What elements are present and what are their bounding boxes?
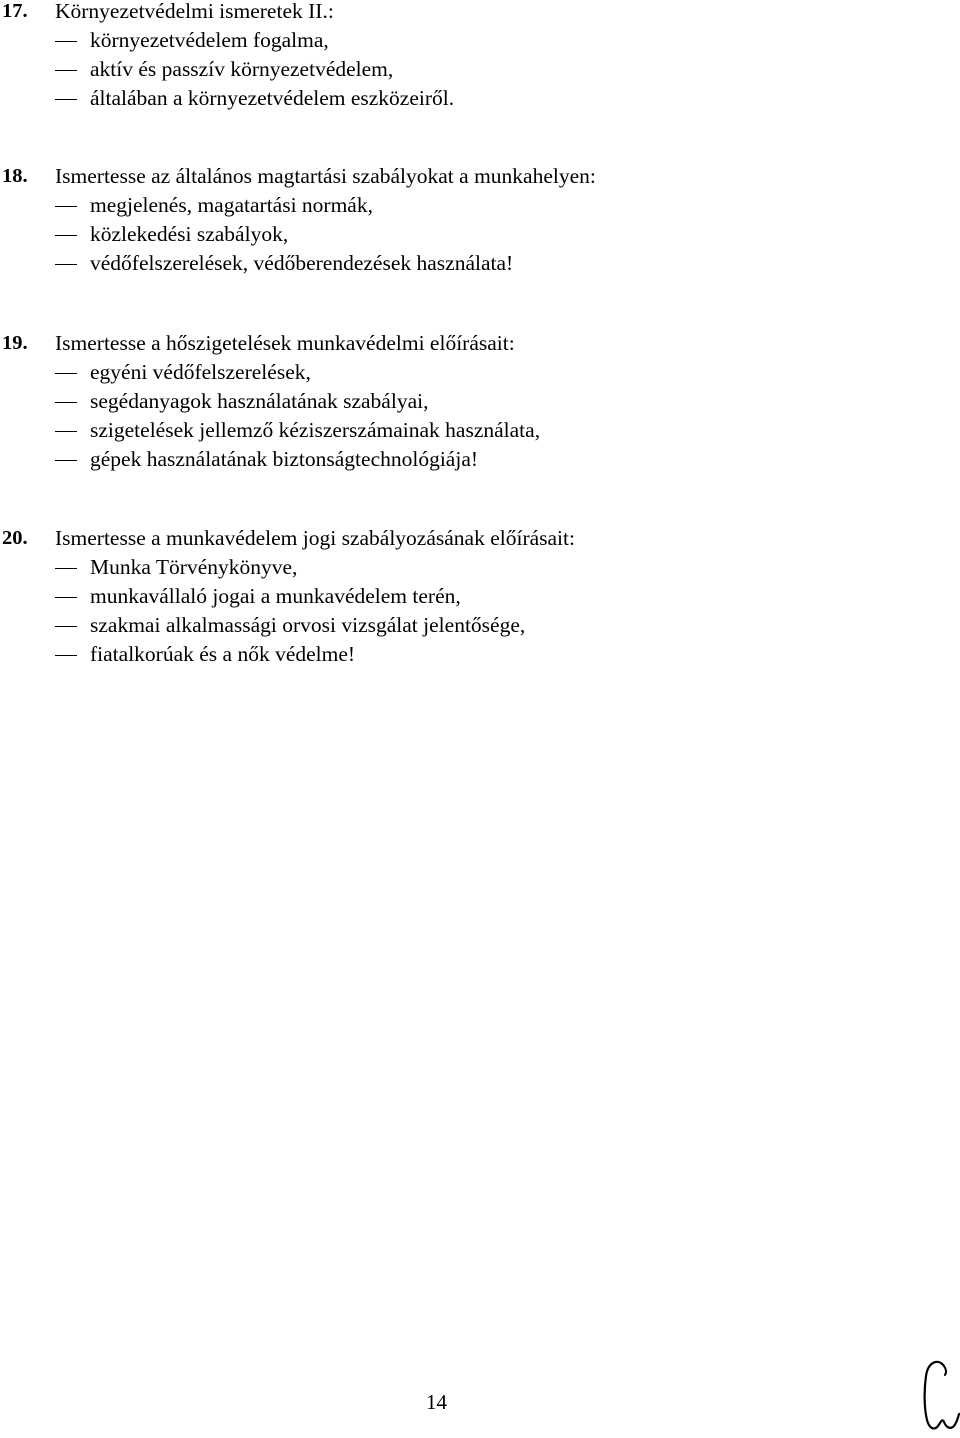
dash-bullet-icon <box>55 431 77 432</box>
list-item-text: közlekedési szabályok, <box>90 222 289 246</box>
list-item-text: általában a környezetvédelem eszközeiről. <box>90 86 455 110</box>
list-item-text: szigetelések jellemző kéziszerszámainak használata, <box>90 418 541 442</box>
list-item <box>0 84 940 113</box>
list-item <box>0 55 940 84</box>
dash-bullet-icon <box>55 99 77 100</box>
question-20 <box>0 524 940 669</box>
question-number: 18. <box>2 165 28 187</box>
list-item-text: aktív és passzív környezetvédelem, <box>90 57 394 81</box>
list-item <box>0 191 940 220</box>
list-item-text: környezetvédelem fogalma, <box>90 28 329 52</box>
list-item <box>0 416 940 445</box>
question-heading <box>0 0 940 26</box>
question-number: 19. <box>2 332 28 354</box>
page-number: 14 <box>426 1390 447 1414</box>
question-19 <box>0 329 940 474</box>
list-item-text: fiatalkorúak és a nők védelme! <box>90 642 356 666</box>
dash-bullet-icon <box>55 206 77 207</box>
list-item-text: szakmai alkalmassági orvosi vizsgálat jelentősége, <box>90 613 526 637</box>
list-item <box>0 611 940 640</box>
question-title: Ismertesse a hőszigetelések munkavédelmi előírásait: <box>55 331 515 355</box>
dash-bullet-icon <box>55 597 77 598</box>
list-item-text: munkavállaló jogai a munkavédelem terén, <box>90 584 461 608</box>
list-item <box>0 640 940 669</box>
dash-bullet-icon <box>55 41 77 42</box>
question-17 <box>0 0 940 113</box>
dash-bullet-icon <box>55 460 77 461</box>
dash-bullet-icon <box>55 626 77 627</box>
list-item <box>0 358 940 387</box>
dash-bullet-icon <box>55 264 77 265</box>
question-number: 17. <box>2 0 28 22</box>
list-item <box>0 582 940 611</box>
list-item <box>0 387 940 416</box>
dash-bullet-icon <box>55 373 77 374</box>
list-item <box>0 445 940 474</box>
dash-bullet-icon <box>55 235 77 236</box>
question-heading <box>0 162 940 191</box>
list-item <box>0 553 940 582</box>
list-item-text: védőfelszerelések, védőberendezések használata! <box>90 251 514 275</box>
list-item <box>0 249 940 278</box>
list-item-text: segédanyagok használatának szabályai, <box>90 389 429 413</box>
dash-bullet-icon <box>55 568 77 569</box>
list-item-text: Munka Törvénykönyve, <box>90 555 298 579</box>
list-item-text: egyéni védőfelszerelések, <box>90 360 311 384</box>
list-item <box>0 220 940 249</box>
list-item <box>0 26 940 55</box>
question-heading <box>0 524 940 553</box>
dash-bullet-icon <box>55 70 77 71</box>
list-item-text: megjelenés, magatartási normák, <box>90 193 373 217</box>
question-18 <box>0 162 940 278</box>
question-title: Ismertesse a munkavédelem jogi szabályozásának előírásait: <box>55 526 575 550</box>
dash-bullet-icon <box>55 402 77 403</box>
list-item-text: gépek használatának biztonságtechnológiája! <box>90 447 479 471</box>
question-title: Ismertesse az általános magtartási szabályokat a munkahelyen: <box>55 164 596 188</box>
question-heading <box>0 329 940 358</box>
question-title: Környezetvédelmi ismeretek II.: <box>55 0 334 23</box>
handwritten-signature-icon <box>918 1356 960 1438</box>
question-number: 20. <box>2 527 28 549</box>
dash-bullet-icon <box>55 655 77 656</box>
